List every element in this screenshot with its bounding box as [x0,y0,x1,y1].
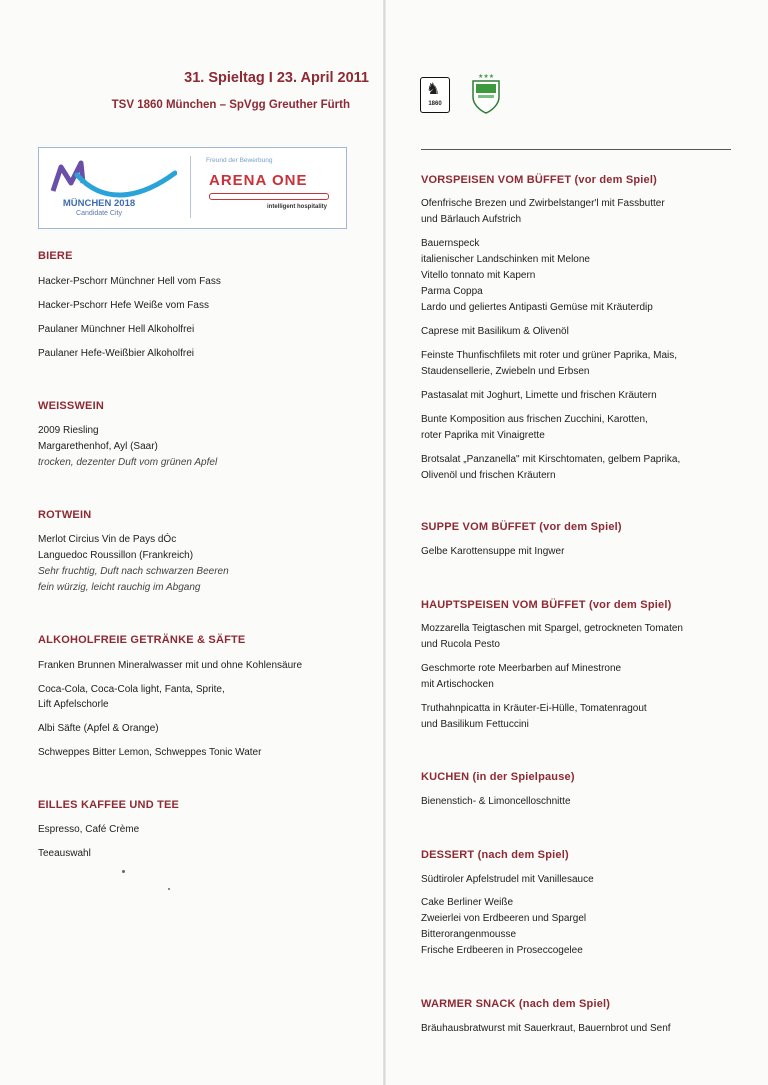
print-speck [168,888,170,890]
lion-icon: ♞ [426,81,441,98]
crest-year: 1860 [428,101,442,107]
list-item: Franken Brunnen Mineralwasser mit und ohne Kohlensäure [38,660,303,671]
list-item: italienischer Landschinken mit Melone [421,254,590,265]
section-title-rotwein: ROTWEIN [38,509,92,521]
candidate-city-label [49,198,149,217]
list-item: Paulaner Hefe-Weißbier Alkoholfrei [38,348,195,359]
section-title-alkoholfrei: ALKOHOLFREIE GETRÄNKE & SÄFTE [38,634,246,646]
arena-one-brand: ARENA ONE [209,172,308,189]
list-item: Teeauswahl [38,848,91,859]
section-title-snack: WARMER SNACK (nach dem Spiel) [421,998,611,1010]
list-item: 2009 Riesling [38,425,99,436]
list-item: und Basilikum Fettuccini [421,719,529,730]
section-title-weisswein: WEISSWEIN [38,400,104,412]
list-item: Hacker-Pschorr Münchner Hell vom Fass [38,276,221,287]
list-item: Albi Säfte (Apfel & Orange) [38,723,159,734]
list-item: mit Artischocken [421,679,494,690]
sponsor-banner [38,147,347,229]
tsv-1860-crest-icon [420,77,450,113]
list-item: Olivenöl und frischen Kräutern [421,470,556,481]
list-item: Paulaner Münchner Hell Alkoholfrei [38,324,195,335]
section-title-kaffee: EILLES KAFFEE UND TEE [38,799,180,811]
list-item: Schweppes Bitter Lemon, Schweppes Tonic Water [38,747,262,758]
list-item: Espresso, Café Crème [38,824,140,835]
list-item: Margarethenhof, Ayl (Saar) [38,441,158,452]
list-item: roter Paprika mit Vinaigrette [421,430,545,441]
city-name: MÜNCHEN 2018 [62,198,136,209]
list-item: Südtiroler Apfelstrudel mit Vanillesauce [421,874,594,885]
section-title-suppe: SUPPE VOM BÜFFET (vor dem Spiel) [421,521,622,533]
list-item: Cake Berliner Weiße [421,897,514,908]
list-item: Merlot Circius Vin de Pays dÓc [38,534,177,545]
sponsor-divider [190,156,191,218]
page-fold [383,0,386,1085]
tasting-note: Sehr fruchtig, Duft nach schwarzen Beeren [38,566,229,577]
fixture-title: TSV 1860 München – SpVgg Greuther Fürth [111,99,350,111]
tasting-note: trocken, dezenter Duft vom grünen Apfel [38,457,218,468]
list-item: Feinste Thunfischfilets mit roter und grüner Paprika, Mais, [421,350,678,361]
list-item: Bauernspeck [421,238,480,249]
list-item: Lift Apfelschorle [38,699,109,710]
list-item: Parma Coppa [421,286,483,297]
greuther-fuerth-crest-icon [469,71,503,115]
list-item: Truthahnpicatta in Kräuter-Ei-Hülle, Tomatenragout [421,703,647,714]
list-item: Languedoc Roussillon (Frankreich) [38,550,194,561]
svg-text:★★★: ★★★ [478,74,495,80]
friend-label: Freund der Bewerbung [206,157,273,164]
list-item: Ofenfrische Brezen und Zwirbelstanger'l mit Fassbutter [421,198,665,209]
section-title-dessert: DESSERT (nach dem Spiel) [421,849,569,861]
list-item: Vitello tonnato mit Kapern [421,270,536,281]
list-item: Staudensellerie, Zwiebeln und Erbsen [421,366,590,377]
list-item: Mozzarella Teigtaschen mit Spargel, getrockneten Tomaten [421,623,683,634]
list-item: Bräuhausbratwurst mit Sauerkraut, Bauernbrot und Senf [421,1023,671,1034]
list-item: Geschmorte rote Meerbarben auf Minestrone [421,663,622,674]
list-item: Lardo und geliertes Antipasti Gemüse mit Kräuterdip [421,302,653,313]
section-title-kuchen: KUCHEN (in der Spielpause) [421,771,575,783]
list-item: Bitterorangenmousse [421,929,517,940]
list-item: Pastasalat mit Joghurt, Limette und frischen Kräutern [421,390,657,401]
list-item: Hacker-Pschorr Hefe Weiße vom Fass [38,300,209,311]
header-rule [421,149,731,150]
list-item: Brotsalat „Panzanella" mit Kirschtomaten, gelbem Paprika, [421,454,681,465]
match-day-title: 31. Spieltag I 23. April 2011 [184,70,369,86]
list-item: Zweierlei von Erdbeeren und Spargel [421,913,587,924]
list-item: Bienenstich- & Limoncelloschnitte [421,796,571,807]
list-item: Bunte Komposition aus frischen Zucchini, Karotten, [421,414,648,425]
section-title-hauptspeisen: HAUPTSPEISEN VOM BÜFFET (vor dem Spiel) [421,599,672,611]
print-speck [122,870,125,873]
list-item: Frische Erdbeeren in Proseccogelee [421,945,583,956]
section-title-biere: BIERE [38,250,73,262]
list-item: und Bärlauch Aufstrich [421,214,522,225]
list-item: Gelbe Karottensuppe mit Ingwer [421,546,565,557]
muenchen-2018-logo-icon [47,153,177,203]
list-item: und Rucola Pesto [421,639,500,650]
city-sub: Candidate City [76,210,122,217]
tasting-note: fein würzig, leicht rauchig im Abgang [38,582,201,593]
list-item: Caprese mit Basilikum & Olivenöl [421,326,569,337]
list-item: Coca-Cola, Coca-Cola light, Fanta, Sprite, [38,684,225,695]
arena-one-bar-icon [209,193,329,200]
section-title-vorspeisen: VORSPEISEN VOM BÜFFET (vor dem Spiel) [421,174,657,186]
brand-tagline: intelligent hospitality [267,204,328,210]
